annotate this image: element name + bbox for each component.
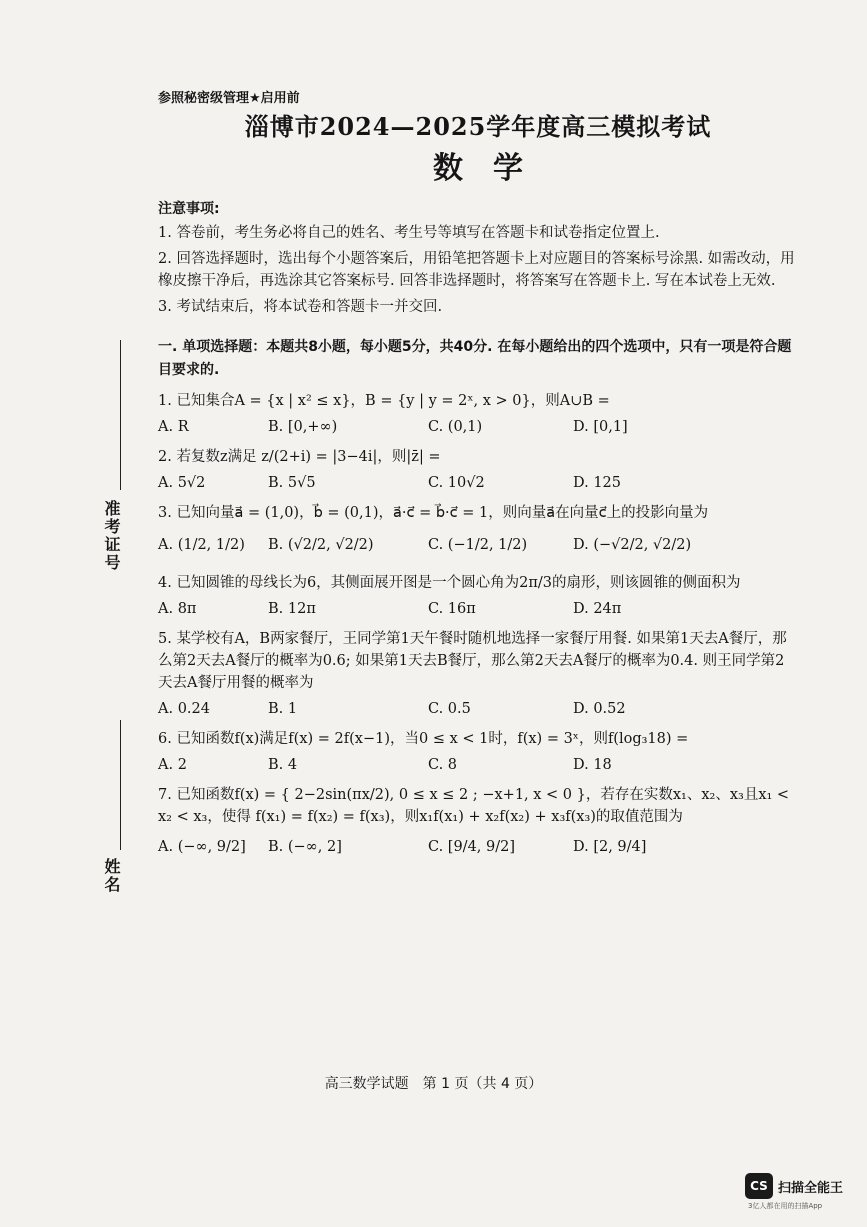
page-footer: 高三数学试题 第 1 页（共 4 页）	[324, 1076, 543, 1092]
option-b: B. 1	[268, 701, 298, 717]
question-2	[158, 446, 798, 494]
section-heading: 一. 单项选择题：本题共8小题，每小题5分，共40分. 在每小题给出的四个选项中，只有一项是符合题目要求的.	[158, 339, 792, 378]
page-content	[158, 88, 798, 858]
name-line	[120, 720, 121, 850]
option-a: A. (−∞, 9/2]	[158, 839, 246, 855]
option-c: C. 8	[428, 757, 458, 773]
name-label: 姓名	[102, 858, 121, 894]
option-d: D. 125	[573, 475, 622, 491]
scanner-watermark	[745, 1173, 843, 1199]
exam-id-label: 准考证号	[102, 500, 121, 572]
subject-title: 数学	[433, 151, 553, 186]
option-b: B. (−∞, 2]	[268, 839, 342, 855]
notice-heading: 注意事项:	[158, 201, 220, 217]
question-6	[158, 728, 798, 776]
exam-id-line	[120, 340, 121, 490]
option-b: B. 12π	[268, 601, 316, 617]
question-stem: 7. 已知函数f(x) = { 2−2sin(πx/2), 0 ≤ x ≤ 2 ; −x+1, x < 0 }，若存在实数x₁、x₂、x₃且x₁ < x₂ < x₃，使得 f(x₁) = f(x₂) = f(x₃)，则x₁f(x₁) + x₂f(x₂) + x₃f(x₃)的取值范围为	[158, 787, 790, 825]
question-stem: 5. 某学校有A，B两家餐厅，王同学第1天午餐时随机地选择一家餐厅用餐. 如果第1天去A餐厅，那么第2天去A餐厅的概率为0.6; 如果第1天去B餐厅，那么第2天去A餐厅的概率为0.4. 则王同学第2天去A餐厅用餐的概率为	[158, 631, 787, 691]
question-7	[158, 784, 798, 858]
option-c: C. 10√2	[428, 475, 485, 491]
question-stem: 4. 已知圆锥的母线长为6，其侧面展开图是一个圆心角为2π/3的扇形，则该圆锥的侧面积为	[158, 575, 741, 591]
option-b: B. (√2/2, √2/2)	[268, 537, 374, 553]
option-d: D. [2, 9/4]	[573, 839, 647, 855]
option-a: A. 8π	[158, 601, 197, 617]
option-d: D. 24π	[573, 601, 622, 617]
option-d: D. [0,1]	[573, 419, 628, 435]
question-stem: 3. 已知向量a⃗ = (1,0)，b⃗ = (0,1)，a⃗·c⃗ = b⃗·c⃗ = 1，则向量a⃗在向量c⃗上的投影向量为	[158, 505, 709, 521]
option-c: C. 0.5	[428, 701, 471, 717]
question-3	[158, 502, 798, 556]
notice-item: 2. 回答选择题时，选出每个小题答案后，用铅笔把答题卡上对应题目的答案标号涂黑. 如需改动，用橡皮擦干净后，再选涂其它答案标号. 回答非选择题时，将答案写在答题卡上. 写在本试卷上无效.	[158, 251, 795, 289]
notice-item: 3. 考试结束后，将本试卷和答题卡一并交回.	[158, 299, 443, 315]
question-1	[158, 390, 798, 438]
question-4	[158, 572, 798, 620]
camscanner-logo-icon: CS	[745, 1173, 773, 1199]
option-d: D. 18	[573, 757, 612, 773]
option-a: A. R	[158, 419, 189, 435]
option-a: A. 2	[158, 757, 187, 773]
scanner-tagline: 3亿人都在用的扫描App	[748, 1202, 823, 1210]
option-a: A. (1/2, 1/2)	[158, 537, 245, 553]
option-a: A. 5√2	[158, 475, 206, 491]
option-c: C. [9/4, 9/2]	[428, 839, 515, 855]
question-stem: 2. 若复数z满足 z/(2+i) = |3−4i|，则|z̄| =	[158, 449, 441, 465]
question-stem: 1. 已知集合A = {x | x² ≤ x}，B = {y | y = 2ˣ, x > 0}，则A∪B =	[158, 393, 610, 409]
option-c: C. (−1/2, 1/2)	[428, 537, 528, 553]
option-b: B. 4	[268, 757, 298, 773]
secret-level: 参照秘密级管理★启用前	[158, 91, 300, 106]
option-a: A. 0.24	[158, 701, 210, 717]
option-d: D. (−√2/2, √2/2)	[573, 537, 692, 553]
option-c: C. (0,1)	[428, 419, 483, 435]
question-5	[158, 628, 798, 720]
question-stem: 6. 已知函数f(x)满足f(x) = 2f(x−1)，当0 ≤ x < 1时，f(x) = 3ˣ，则f(log₃18) =	[158, 731, 689, 747]
option-b: B. 5√5	[268, 475, 316, 491]
exam-title: 淄博市2024—2025学年度高三模拟考试	[244, 112, 712, 141]
option-c: C. 16π	[428, 601, 476, 617]
option-d: D. 0.52	[573, 701, 626, 717]
notice-item: 1. 答卷前，考生务必将自己的姓名、考生号等填写在答题卡和试卷指定位置上.	[158, 225, 660, 241]
option-b: B. [0,+∞)	[268, 419, 338, 435]
scanner-name: 扫描全能王	[778, 1180, 844, 1196]
